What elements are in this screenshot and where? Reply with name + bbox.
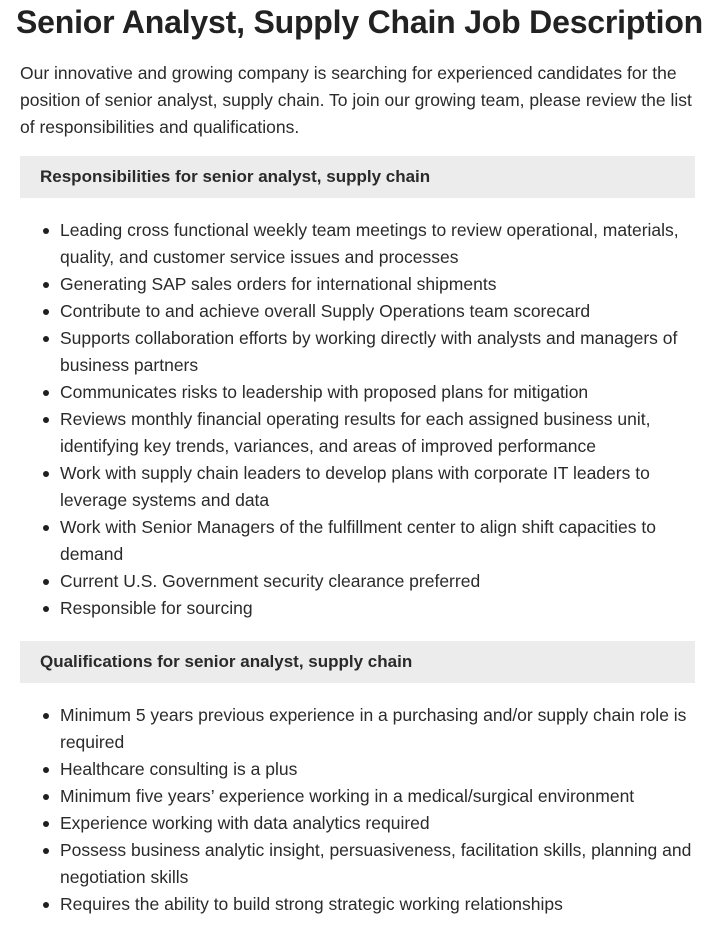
page-title: Senior Analyst, Supply Chain Job Description xyxy=(16,4,704,40)
responsibilities-list xyxy=(20,217,702,622)
qualification-item: Healthcare consulting is a plus xyxy=(60,756,702,783)
qualification-item: Requires the ability to build strong strategic working relationships xyxy=(60,891,702,918)
responsibility-item: Generating SAP sales orders for international shipments xyxy=(60,271,702,298)
qualification-item: Minimum five years’ experience working in a medical/surgical environment xyxy=(60,783,702,810)
responsibility-item: Supports collaboration efforts by working directly with analysts and managers of business partners xyxy=(60,325,702,379)
responsibility-item: Work with Senior Managers of the fulfillment center to align shift capacities to demand xyxy=(60,514,702,568)
responsibilities-heading: Responsibilities for senior analyst, supply chain xyxy=(20,156,695,198)
responsibility-item: Work with supply chain leaders to develop plans with corporate IT leaders to leverage systems and data xyxy=(60,460,702,514)
qualification-item: Experience working with data analytics required xyxy=(60,810,702,837)
qualification-item: Possess business analytic insight, persuasiveness, facilitation skills, planning and negotiation skills xyxy=(60,837,702,891)
qualification-item: Minimum 5 years previous experience in a purchasing and/or supply chain role is required xyxy=(60,702,702,756)
responsibility-item: Responsible for sourcing xyxy=(60,595,702,622)
responsibility-item: Current U.S. Government security clearance preferred xyxy=(60,568,702,595)
responsibility-item: Contribute to and achieve overall Supply Operations team scorecard xyxy=(60,298,702,325)
intro-paragraph: Our innovative and growing company is searching for experienced candidates for the position of senior analyst, supply chain. To join our growing team, please review the list of responsibilities and qualifications. xyxy=(20,63,692,137)
responsibility-item: Communicates risks to leadership with proposed plans for mitigation xyxy=(60,379,702,406)
responsibility-item: Leading cross functional weekly team meetings to review operational, materials, quality, and customer service issues and processes xyxy=(60,217,702,271)
responsibility-item: Reviews monthly financial operating results for each assigned business unit, identifying key trends, variances, and areas of improved performance xyxy=(60,406,702,460)
qualifications-list xyxy=(20,702,702,918)
qualifications-heading: Qualifications for senior analyst, supply chain xyxy=(20,641,695,683)
